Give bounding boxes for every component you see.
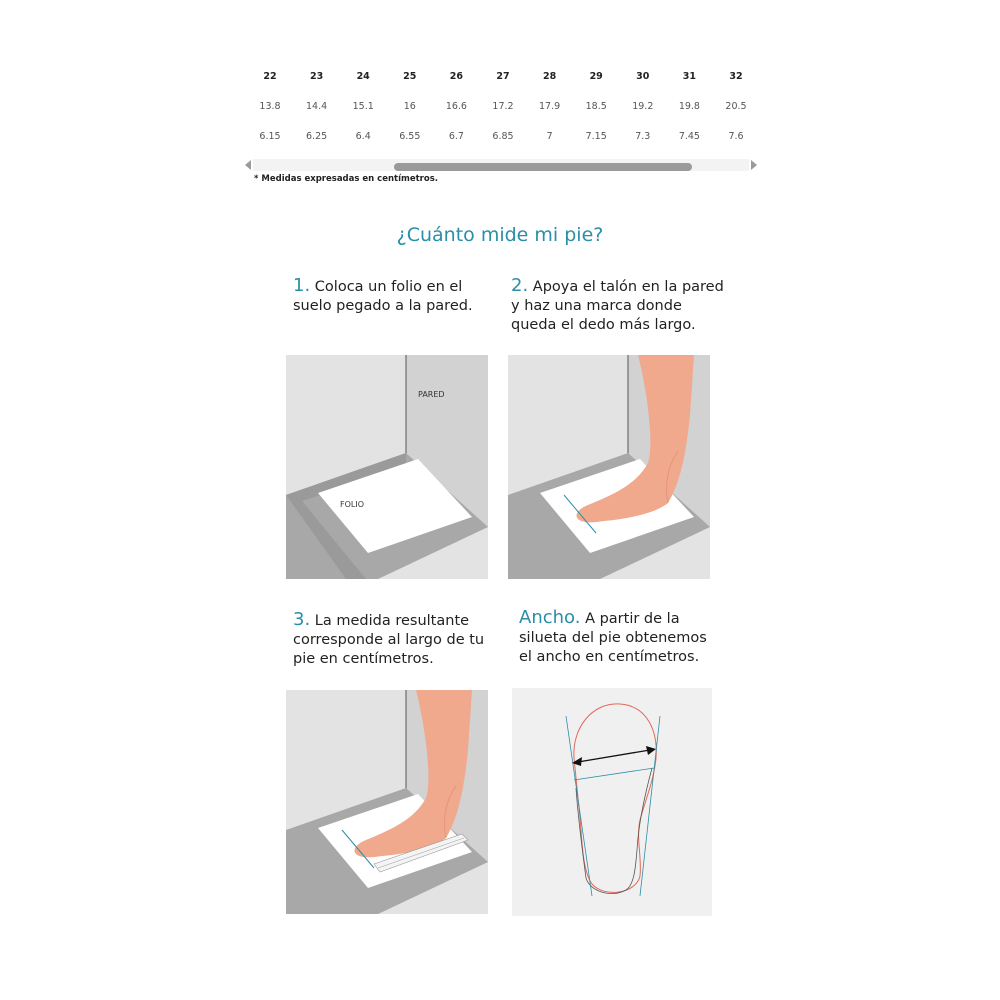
width-cell: 6.85 [492,131,514,142]
scrollbar-track[interactable] [253,159,749,171]
length-cell: 16 [403,101,416,112]
width-cell: 6.15 [259,131,281,142]
step-2-line-1: Apoya el talón en la pared [532,279,724,295]
size-cell: 23 [309,71,324,82]
length-cell: 16.6 [445,101,467,112]
step-3-line-3: pie en centímetros. [293,651,434,667]
step-3-line-2: corresponde al largo de tu [293,632,485,648]
step-1-number: 1. [293,275,311,296]
step-3-line-1: La medida resultante [314,613,470,629]
size-cell: 32 [729,71,743,82]
step-3-illustration [286,690,488,914]
width-row [246,122,760,152]
size-row [246,62,760,92]
step-1-line-2: suelo pegado a la pared. [293,298,473,314]
length-cell: 19.2 [632,101,654,112]
size-cell: 26 [449,71,463,82]
step-1-text [293,276,473,316]
width-cell: 7.6 [728,131,744,142]
width-illustration [512,688,712,916]
length-cell: 14.4 [306,101,328,112]
step-2-illustration [508,355,710,579]
length-cell: 19.8 [678,101,700,112]
length-cell: 18.5 [585,101,607,112]
step-1-illustration [286,355,488,579]
width-cell: 6.4 [355,131,371,142]
step-2-line-2: y haz una marca donde [511,298,682,314]
size-cell: 31 [682,71,696,82]
step-3-text [293,610,484,669]
width-cell: 6.55 [399,131,421,142]
measurement-note: * Medidas expresadas en centímetros. [254,174,438,184]
step-2-number: 2. [511,275,529,296]
size-cell: 30 [636,71,650,82]
step-2-line-3: queda el dedo más largo. [511,317,696,333]
length-cell: 13.8 [259,101,281,112]
wall-label: PARED [418,390,445,399]
width-cell: 6.7 [448,131,464,142]
scroll-left-arrow-icon[interactable] [245,160,251,170]
length-cell: 15.1 [352,101,374,112]
length-cell: 17.9 [539,101,561,112]
step-1-line-1: Coloca un folio en el [314,279,463,295]
size-cell: 29 [589,71,603,82]
length-cell: 17.2 [492,101,514,112]
guide-title: ¿Cuánto mide mi pie? [396,224,604,246]
sheet-label: FOLIO [340,500,365,509]
width-step-line-2: silueta del pie obtenemos [519,630,707,646]
scrollbar-thumb[interactable] [394,163,692,171]
scroll-right-arrow-icon[interactable] [751,160,757,170]
width-cell: 7.3 [635,131,651,142]
size-cell: 27 [496,71,510,82]
size-cell: 28 [542,71,557,82]
table-scrollbar[interactable] [243,157,759,173]
step-2-text [511,276,724,335]
width-step-line-1: A partir de la [585,611,680,627]
width-cell: 6.25 [306,131,328,142]
step-3-number: 3. [293,609,311,630]
width-step-number: Ancho. [519,607,581,628]
size-cell: 25 [403,71,417,82]
width-step-text [519,608,707,667]
width-cell: 7.15 [585,131,607,142]
size-cell: 24 [356,71,370,82]
size-table [246,62,760,152]
size-cell: 22 [263,71,277,82]
length-cell: 20.5 [725,101,747,112]
length-row [246,92,760,122]
width-step-line-3: el ancho en centímetros. [519,649,700,665]
width-cell: 7.45 [678,131,700,142]
width-cell: 7 [546,131,553,142]
